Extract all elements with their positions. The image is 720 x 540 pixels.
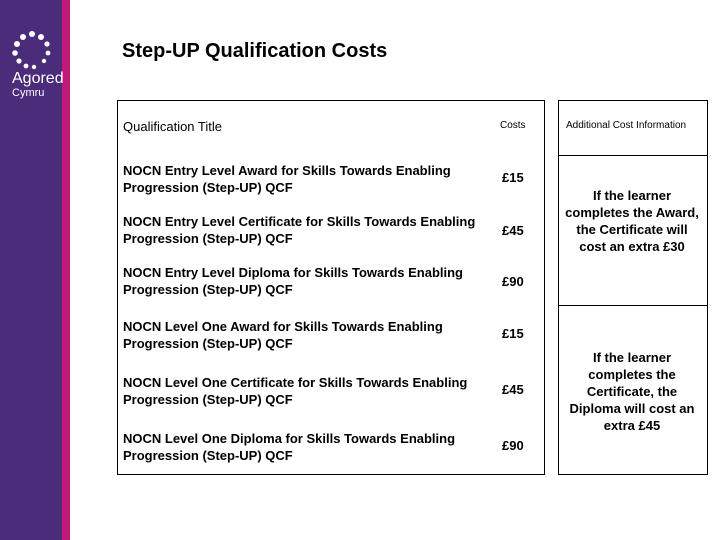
qualification-cost: £90 bbox=[502, 438, 524, 453]
qualification-title: NOCN Entry Level Certificate for Skills Towards Enabling Progression (Step-UP) QCF bbox=[123, 214, 476, 246]
divider bbox=[558, 155, 708, 156]
divider bbox=[558, 305, 708, 306]
header-qualification-title: Qualification Title bbox=[123, 119, 222, 134]
qualification-title: NOCN Level One Diploma for Skills Towards Enabling Progression (Step-UP) QCF bbox=[123, 431, 456, 463]
qualification-cost: £90 bbox=[502, 274, 524, 289]
page-title: Step-UP Qualification Costs bbox=[122, 40, 388, 62]
brand-name: Agored bbox=[12, 70, 64, 87]
qualification-title: NOCN Entry Level Award for Skills Towards Enabling Progression (Step-UP) QCF bbox=[123, 163, 451, 195]
brand-wordmark bbox=[12, 72, 64, 100]
additional-cost-note: If the learner completes the Award, the Certificate will cost an extra £30 bbox=[565, 188, 699, 254]
header-additional-info: Additional Cost Information bbox=[566, 120, 687, 131]
brand-sub: Cymru bbox=[12, 87, 45, 99]
qualification-cost: £15 bbox=[502, 326, 524, 341]
qualification-title: NOCN Entry Level Diploma for Skills Towards Enabling Progression (Step-UP) QCF bbox=[123, 265, 463, 297]
qualification-cost: £15 bbox=[502, 170, 524, 185]
qualification-cost: £45 bbox=[502, 223, 524, 238]
additional-cost-note: If the learner completes the Certificate, the Diploma will cost an extra £45 bbox=[569, 350, 695, 433]
agored-logo-icon bbox=[8, 28, 56, 76]
qualification-title: NOCN Level One Certificate for Skills Towards Enabling Progression (Step-UP) QCF bbox=[123, 375, 468, 407]
qualification-cost: £45 bbox=[502, 382, 524, 397]
header-costs: Costs bbox=[500, 120, 526, 131]
qualification-title: NOCN Level One Award for Skills Towards Enabling Progression (Step-UP) QCF bbox=[123, 319, 443, 351]
